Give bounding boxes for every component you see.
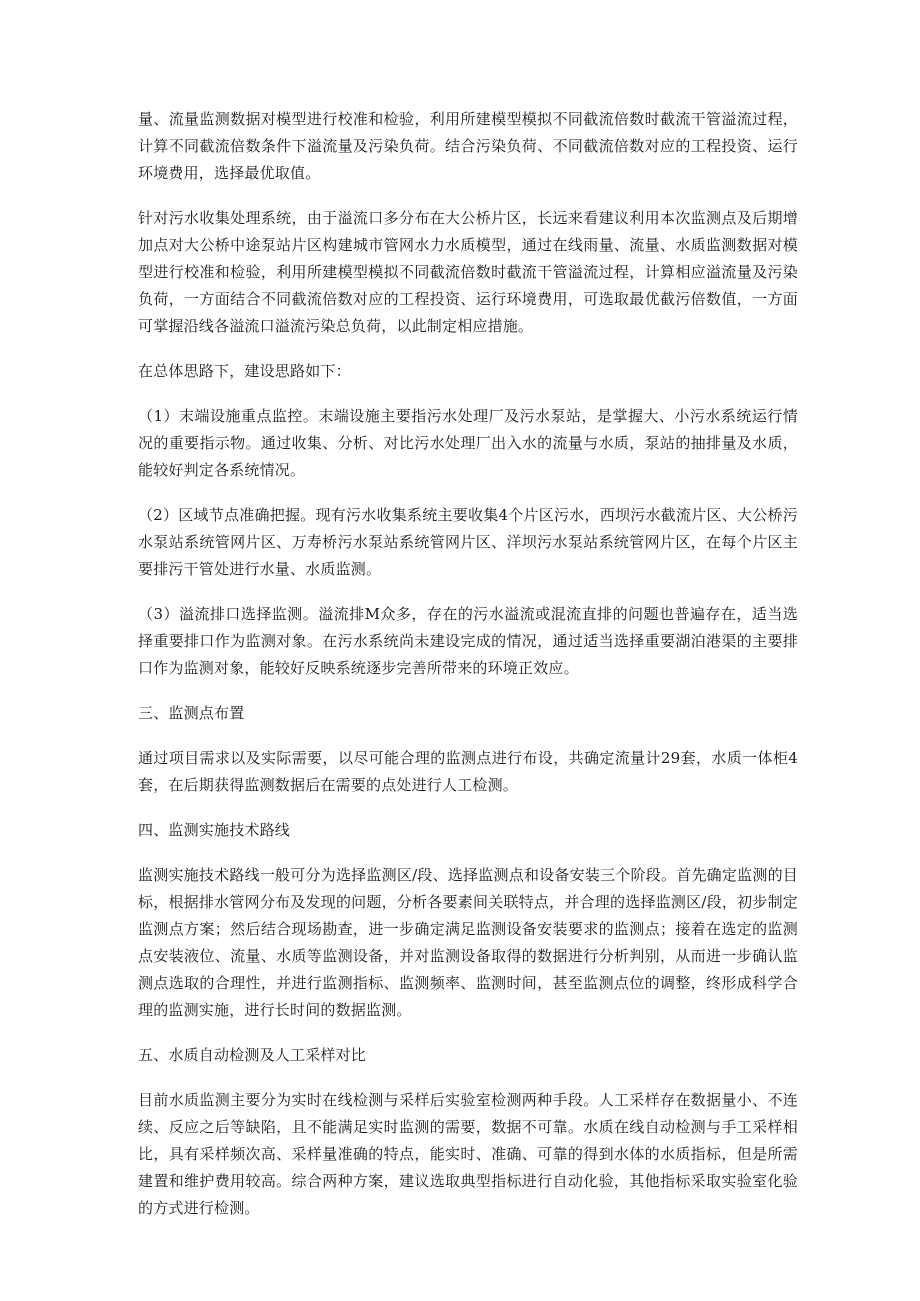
section-heading-4: 四、监测实施技术路线	[138, 821, 291, 839]
paragraph-model-calibration: 量、流量监测数据对模型进行校准和检验，利用所建模型模拟不同截流倍数时截流干管溢流过程，计算不同截流倍数条件下溢流量及污染负荷。结合污染负荷、不同截流倍数对应的工程投资、运行环境费用，选择最优取值。	[138, 110, 798, 182]
paragraph-monitoring-points: 通过项目需求以及实际需要，以尽可能合理的监测点进行布设，共确定流量计29套，水质一体柜4套，在后期获得监测数据后在需要的点处进行人工检测。	[138, 749, 798, 794]
paragraph-sewage-system: 针对污水收集处理系统，由于溢流口多分布在大公桥片区，长远来看建议利用本次监测点及后期增加点对大公桥中途泵站片区构建城市管网水力水质模型，通过在线雨量、流量、水质监测数据对模型进行校准和检验，利用所建模型模拟不同截流倍数时截流干管溢流过程，计算相应溢流量及污染负荷，一方面结合不同截流倍数对应的工程投资、运行环境费用，可选取最优截污倍数值，一方面可掌握沿线各溢流口溢流污染总负荷，以此制定相应措施。	[138, 209, 798, 335]
paragraph-sampling-comparison: 目前水质监测主要分为实时在线检测与采样后实验室检测两种手段。人工采样存在数据量小、不连续、反应之后等缺陷，且不能满足实时监测的需要，数据不可靠。水质在线自动检测与手工采样相比，具有采样频次高、采样量准确的特点，能实时、准确、可靠的得到水体的水质指标，但是所需建置和维护费用较高。综合两种方案，建议选取典型指标进行自动化验，其他指标采取实验室化验的方式进行检测。	[138, 1091, 798, 1217]
document-body	[138, 106, 798, 1240]
section-heading-3: 三、监测点布置	[138, 704, 245, 722]
section-heading-5: 五、水质自动检测及人工采样对比	[138, 1046, 367, 1064]
paragraph-item-2: （2）区域节点准确把握。现有污水收集系统主要收集4个片区污水，西坝污水截流片区、大公桥污水泵站系统管网片区、万寿桥污水泵站系统管网片区、洋坝污水泵站系统管网片区，在每个片区主要排污干管处进行水量、水质监测。	[138, 506, 798, 578]
paragraph-item-1: （1）末端设施重点监控。末端设施主要指污水处理厂及污水泵站，是掌握大、小污水系统运行情况的重要指示物。通过收集、分析、对比污水处理厂出入水的流量与水质，泵站的抽排量及水质，能较好判定各系统情况。	[138, 407, 798, 479]
paragraph-item-3: （3）溢流排口选择监测。溢流排M众多，存在的污水溢流或混流直排的问题也普遍存在，适当选择重要排口作为监测对象。在污水系统尚未建设完成的情况，通过适当选择重要湖泊港渠的主要排口作为监测对象，能较好反映系统逐步完善所带来的环境正效应。	[138, 605, 798, 677]
paragraph-approach-intro: 在总体思路下，建设思路如下：	[138, 362, 351, 380]
paragraph-technical-route: 监测实施技术路线一般可分为选择监测区/段、选择监测点和设备安装三个阶段。首先确定监测的目标，根据排水管网分布及发现的问题，分析各要素间关联特点，并合理的选择监测区/段，初步制定监测点方案；然后结合现场勘查，进一步确定满足监测设备安装要求的监测点；接着在选定的监测点安装液位、流量、水质等监测设备，并对监测设备取得的数据进行分析判别，从而进一步确认监测点选取的合理性，并进行监测指标、监测频率、监测时间，甚至监测点位的调整，终形成科学合理的监测实施，进行长时间的数据监测。	[138, 866, 798, 1019]
